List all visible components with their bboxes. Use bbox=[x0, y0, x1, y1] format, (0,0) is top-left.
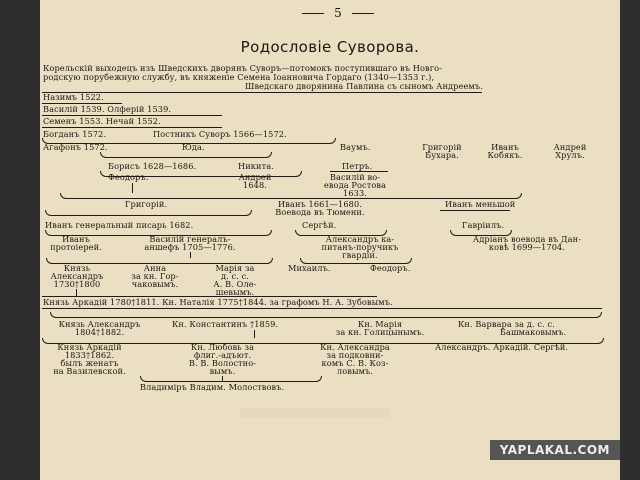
gen-ivan-protoierey-1: Иванъ bbox=[62, 234, 90, 244]
intro-line-3: Шведскаго дворянина Павлина съ сыномъ Андреемъ. bbox=[245, 81, 483, 91]
gen-alexandra-2: за подковни- bbox=[326, 350, 384, 360]
gen-nikita: Никита. bbox=[238, 161, 274, 171]
gen-kn-maria-1: Кн. Марія bbox=[357, 319, 403, 329]
bracket-gen5 bbox=[100, 152, 272, 158]
bracket-gen8 bbox=[45, 210, 252, 216]
right-shadow bbox=[620, 0, 640, 480]
gen-grigory-bukhara-2: Бухара. bbox=[425, 150, 459, 160]
gen-alexandra-4: ловымъ. bbox=[336, 366, 374, 376]
rule-ivan-menshoy bbox=[440, 210, 510, 211]
gen-postnik: Постникъ Суворъ 1566—1572. bbox=[153, 129, 287, 139]
gen-vladimir: Владиміръ Владим. Молоствовъ. bbox=[140, 382, 285, 392]
gen-agafon: Агафонъ 1572. bbox=[43, 142, 108, 152]
gen-kn-varvara-2: Башмаковымъ. bbox=[499, 327, 567, 337]
stem-feodor bbox=[132, 183, 133, 193]
gen-gavriil: Гавріилъ. bbox=[462, 220, 505, 230]
gen-knyaz-alexandr-1: Князь bbox=[63, 263, 91, 273]
left-shadow bbox=[0, 0, 40, 480]
gen-alexandr-1804-2: 1804†1882. bbox=[74, 327, 125, 337]
gen-kn-varvara-1: Кн. Варвара за д. с. с. bbox=[458, 319, 555, 329]
gen-ivan-pisar: Иванъ генеральный писарь 1682. bbox=[45, 220, 194, 230]
gen-sergey: Сергѣй. bbox=[302, 220, 337, 230]
gen-andrey-1648-1: Андрей bbox=[238, 172, 272, 182]
faded-mark bbox=[240, 408, 390, 418]
gen-vasily-general-1: Василій генералъ- bbox=[149, 234, 231, 244]
gen-mikhail: Михаилъ. bbox=[288, 263, 331, 273]
gen-alexandr-arkady-sergey: Александръ. Аркадій. Сергѣй. bbox=[435, 342, 569, 352]
gen-vasily-voevoda-1: Василій во- bbox=[329, 172, 381, 182]
rule-4 bbox=[42, 127, 222, 128]
document-page bbox=[40, 0, 620, 480]
gen-ivan-1661-2: Воевода въ Тюмени. bbox=[275, 207, 365, 217]
dash-left bbox=[302, 13, 324, 14]
gen-grigory: Григорій. bbox=[125, 199, 168, 209]
gen-andrey-1648-2: 1648. bbox=[243, 180, 267, 190]
stem-konstantin bbox=[254, 330, 255, 338]
gen-nazim: Назимъ 1522. bbox=[43, 92, 104, 102]
gen-alexandr-kapitan-2: питанъ-поручикъ bbox=[321, 242, 399, 252]
watermark: YAPLAKAL.COM bbox=[490, 440, 620, 460]
bracket-gen12 bbox=[50, 312, 602, 318]
gen-yuda: Юда. bbox=[182, 142, 205, 152]
gen-maria-1: Марія за bbox=[215, 263, 255, 273]
gen-ivan-kobyak-2: Кобякъ. bbox=[487, 150, 523, 160]
gen-anna-2: за кн. Гор- bbox=[131, 271, 179, 281]
gen-ivan-menshoy: Иванъ меньшой bbox=[445, 199, 516, 209]
gen-maria-4: шевымъ. bbox=[215, 287, 255, 297]
gen-alexandr-1804-1: Князь Александръ bbox=[58, 319, 141, 329]
gen-grigory-bukhara-1: Григорій bbox=[422, 142, 462, 152]
gen-arkady-natalia: Князь Аркадій 1780†1811. Кн. Наталія 1775†1844. за графомъ Н. А. Зубовымъ. bbox=[43, 297, 393, 307]
gen-alexandr-kapitan-1: Александръ ка- bbox=[325, 234, 395, 244]
gen-feodor-2: Феодоръ. bbox=[370, 263, 411, 273]
gen-vasily-voevoda-3: 1633. bbox=[343, 188, 367, 198]
gen-lyubov-2: флиг.-адъют. bbox=[193, 350, 252, 360]
gen-arkady-1833-3: былъ женатъ bbox=[60, 358, 119, 368]
gen-maria-2: д. с. с. bbox=[220, 271, 250, 281]
gen-andrey-khrul-2: Хрулъ. bbox=[555, 150, 585, 160]
gen-lyubov-3: В. В. Волостно- bbox=[188, 358, 257, 368]
gen-petr: Петръ. bbox=[342, 161, 373, 171]
gen-maria-3: А. В. Оле- bbox=[213, 279, 257, 289]
gen-arkady-1833-2: 1833†1862. bbox=[64, 350, 115, 360]
gen-ivan-kobyak-1: Иванъ bbox=[491, 142, 519, 152]
gen-bogdan: Богданъ 1572. bbox=[43, 129, 107, 139]
gen-knyaz-alexandr-3: 1730†1800 bbox=[53, 279, 101, 289]
gen-adrian-2: ковѣ 1699—1704. bbox=[488, 242, 566, 252]
gen-alexandra-3: комъ С. В. Коз- bbox=[321, 358, 389, 368]
rule-1 bbox=[42, 92, 482, 93]
page-title: Родословіе Суворова. bbox=[240, 38, 420, 56]
gen-vasily-olfery: Василій 1539. Олферій 1539. bbox=[43, 104, 172, 114]
gen-ivan-1661-1: Иванъ 1661—1680. bbox=[278, 199, 362, 209]
stem-knyaz-alexandr bbox=[76, 289, 77, 296]
gen-vaum: Ваумъ. bbox=[340, 142, 371, 152]
gen-kn-maria-2: за кн. Голицынымъ. bbox=[335, 327, 425, 337]
gen-andrey-khrul-1: Андрей bbox=[553, 142, 587, 152]
gen-alexandr-kapitan-3: гвардіи. bbox=[342, 250, 378, 260]
gen-boris: Борисъ 1628—1686. bbox=[108, 161, 197, 171]
gen-semen-nechay: Семенъ 1553. Нечай 1552. bbox=[43, 116, 161, 126]
gen-arkady-1833-1: Князь Аркадій bbox=[57, 342, 122, 352]
gen-arkady-1833-4: на Вазилевской. bbox=[53, 366, 126, 376]
gen-alexandra-1: Кн. Александра bbox=[320, 342, 390, 352]
gen-ivan-protoierey-2: протоіерей. bbox=[50, 242, 102, 252]
gen-adrian-1: Адріанъ воевода въ Дан- bbox=[472, 234, 582, 244]
gen-knyaz-alexandr-2: Александръ bbox=[50, 271, 104, 281]
gen-konstantin: Кн. Константинъ †1859. bbox=[172, 319, 279, 329]
page-number: 5 bbox=[258, 6, 418, 20]
gen-lyubov-1: Кн. Любовь за bbox=[190, 342, 255, 352]
gen-feodor: Феодоръ. bbox=[108, 172, 149, 182]
dash-right bbox=[352, 13, 374, 14]
gen-anna-1: Анна bbox=[143, 263, 167, 273]
gen-lyubov-4: вымъ. bbox=[209, 366, 236, 376]
intro-line-2: родскую порубежную службу, въ княженіе Семена Іоанновича Гордаго (1340—1353 г.), bbox=[43, 72, 435, 82]
gen-anna-3: чаковымъ. bbox=[131, 279, 179, 289]
gen-vasily-voevoda-2: евода Ростова bbox=[323, 180, 387, 190]
rule-gen12 bbox=[42, 308, 602, 309]
intro-line-1: Корельскій выходецъ изъ Шведскихъ дворянъ Суворъ—потомокъ поступившаго въ Новго- bbox=[43, 63, 443, 73]
gen-vasily-general-2: аншефъ 1705—1776. bbox=[144, 242, 236, 252]
